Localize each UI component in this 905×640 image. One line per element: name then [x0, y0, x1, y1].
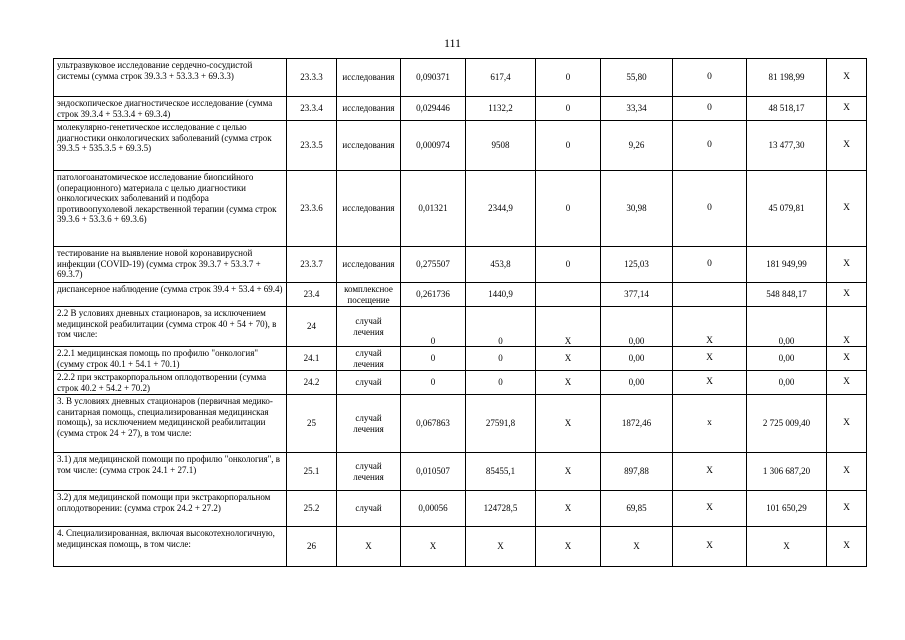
cell-total-sum: 181 949,99	[747, 247, 827, 283]
cell-row-description: ультразвуковое исследование сердечно-сосудистой системы (сумма строк 39.3.3 + 53.3.3 + 69.3.3)	[54, 59, 287, 97]
cell-col-8: 0	[673, 247, 747, 283]
cell-col-10: Х	[827, 453, 867, 491]
cell-row-code: 23.3.7	[287, 247, 337, 283]
cell-per-capita: 1872,46	[601, 395, 673, 453]
cell-cost-norm: 617,4	[466, 59, 536, 97]
cell-col-6: 0	[536, 121, 601, 171]
table-row	[54, 247, 867, 283]
table-row	[54, 347, 867, 371]
cell-col-10: Х	[827, 171, 867, 247]
cell-cost-norm: Х	[466, 527, 536, 567]
cell-total-sum: 0,00	[747, 371, 827, 395]
cell-per-capita: 0,00	[601, 371, 673, 395]
cell-col-10: Х	[827, 347, 867, 371]
cell-volume-norm: 0,029446	[401, 97, 466, 121]
cell-volume-norm: 0	[401, 307, 466, 347]
cell-row-description: диспансерное наблюдение (сумма строк 39.4 + 53.4 + 69.4)	[54, 283, 287, 307]
cell-row-code: 23.3.5	[287, 121, 337, 171]
cell-cost-norm: 124728,5	[466, 491, 536, 527]
cell-col-8: Х	[673, 371, 747, 395]
cell-per-capita: Х	[601, 527, 673, 567]
cell-col-10: Х	[827, 307, 867, 347]
cell-cost-norm: 0	[466, 347, 536, 371]
cell-per-capita: 0,00	[601, 307, 673, 347]
cell-row-description: 3. В условиях дневных стационаров (первичная медико-санитарная помощь, специализированная медицинская помощь), за исключением медицинской реабилитации (сумма строк 24 + 27), в том числе:	[54, 395, 287, 453]
cell-total-sum: 1 306 687,20	[747, 453, 827, 491]
data-table	[53, 58, 867, 567]
cell-total-sum: 0,00	[747, 347, 827, 371]
cell-col-6: 0	[536, 171, 601, 247]
cell-cost-norm: 0	[466, 371, 536, 395]
cell-cost-norm: 2344,9	[466, 171, 536, 247]
cell-col-8: 0	[673, 171, 747, 247]
cell-per-capita: 0,00	[601, 347, 673, 371]
table-row	[54, 59, 867, 97]
cell-row-code: 24.2	[287, 371, 337, 395]
cell-volume-norm: 0,261736	[401, 283, 466, 307]
cell-cost-norm: 1132,2	[466, 97, 536, 121]
cell-unit: случай лечения	[337, 395, 401, 453]
table-row	[54, 283, 867, 307]
cell-volume-norm: 0	[401, 371, 466, 395]
cell-col-6: Х	[536, 491, 601, 527]
cell-per-capita: 55,80	[601, 59, 673, 97]
cell-col-8	[673, 283, 747, 307]
cell-total-sum: 0,00	[747, 307, 827, 347]
table-row	[54, 527, 867, 567]
cell-col-8: 0	[673, 59, 747, 97]
cell-row-description: 2.2.2 при экстракорпоральном оплодотворении (сумма строк 40.2 + 54.2 + 70.2)	[54, 371, 287, 395]
cell-total-sum: 81 198,99	[747, 59, 827, 97]
cell-row-description: 3.2) для медицинской помощи при экстракорпоральном оплодотворении: (сумма строк 24.2 + 27.2)	[54, 491, 287, 527]
cell-row-description: молекулярно-генетическое исследование с целью диагностики онкологических заболеваний (сумма строк 39.3.5 + 535.3.5 + 69.3.5)	[54, 121, 287, 171]
cell-col-6: Х	[536, 453, 601, 491]
cell-col-8: Х	[673, 527, 747, 567]
cell-per-capita: 33,34	[601, 97, 673, 121]
cell-col-10: Х	[827, 97, 867, 121]
cell-cost-norm: 1440,9	[466, 283, 536, 307]
cell-cost-norm: 453,8	[466, 247, 536, 283]
cell-per-capita: 377,14	[601, 283, 673, 307]
cell-row-description: патологоанатомическое исследование биопсийного (операционного) материала с целью диагностики онкологических заболеваний и подбора противоопухолевой лекарственной терапии (сумма строк 39.3.6 + 53.3.6 + 69.3.6)	[54, 171, 287, 247]
cell-col-8: Х	[673, 491, 747, 527]
cell-row-code: 25	[287, 395, 337, 453]
cell-col-6	[536, 283, 601, 307]
cell-total-sum: 101 650,29	[747, 491, 827, 527]
cell-volume-norm: 0,067863	[401, 395, 466, 453]
table-row	[54, 97, 867, 121]
cell-row-description: тестирование на выявление новой коронавирусной инфекции (COVID-19) (сумма строк 39.3.7 + 53.3.7 + 69.3.7)	[54, 247, 287, 283]
cell-row-code: 23.3.3	[287, 59, 337, 97]
cell-total-sum: Х	[747, 527, 827, 567]
table-row	[54, 371, 867, 395]
cell-per-capita: 9,26	[601, 121, 673, 171]
table-row	[54, 307, 867, 347]
cell-cost-norm: 27591,8	[466, 395, 536, 453]
cell-total-sum: 2 725 009,40	[747, 395, 827, 453]
cell-col-6: Х	[536, 307, 601, 347]
cell-cost-norm: 0	[466, 307, 536, 347]
cell-col-10: Х	[827, 121, 867, 171]
cell-row-code: 23.4	[287, 283, 337, 307]
cell-volume-norm: 0,090371	[401, 59, 466, 97]
cell-col-6: Х	[536, 395, 601, 453]
cell-volume-norm: 0	[401, 347, 466, 371]
cell-unit: случай	[337, 491, 401, 527]
cell-unit: комплексное посещение	[337, 283, 401, 307]
cell-row-code: 23.3.4	[287, 97, 337, 121]
cell-unit: случай	[337, 371, 401, 395]
cell-total-sum: 548 848,17	[747, 283, 827, 307]
cell-row-description: 4. Специализированная, включая высокотехнологичную, медицинская помощь, в том числе:	[54, 527, 287, 567]
cell-row-code: 23.3.6	[287, 171, 337, 247]
cell-per-capita: 30,98	[601, 171, 673, 247]
cell-col-6: Х	[536, 527, 601, 567]
cell-col-8: 0	[673, 97, 747, 121]
cell-row-description: 3.1) для медицинской помощи по профилю "онкология", в том числе: (сумма строк 24.1 + 27.1)	[54, 453, 287, 491]
cell-unit: исследования	[337, 59, 401, 97]
cell-row-description: 2.2 В условиях дневных стационаров, за исключением медицинской реабилитации (сумма строк 40 + 54 + 70), в том числе:	[54, 307, 287, 347]
cell-col-6: 0	[536, 59, 601, 97]
cell-unit: исследования	[337, 171, 401, 247]
cell-row-code: 25.2	[287, 491, 337, 527]
cell-total-sum: 48 518,17	[747, 97, 827, 121]
cell-volume-norm: 0,01321	[401, 171, 466, 247]
page-number: 111	[443, 36, 462, 50]
cell-cost-norm: 9508	[466, 121, 536, 171]
table-row	[54, 121, 867, 171]
cell-col-10: Х	[827, 491, 867, 527]
cell-volume-norm: Х	[401, 527, 466, 567]
cell-per-capita: 897,88	[601, 453, 673, 491]
cell-total-sum: 13 477,30	[747, 121, 827, 171]
cell-col-8: Х	[673, 453, 747, 491]
cell-cost-norm: 85455,1	[466, 453, 536, 491]
cell-per-capita: 69,85	[601, 491, 673, 527]
cell-row-description: 2.2.1 медицинская помощь по профилю "онкология" (сумму строк 40.1 + 54.1 + 70.1)	[54, 347, 287, 371]
table-row	[54, 395, 867, 453]
cell-volume-norm: 0,000974	[401, 121, 466, 171]
cell-col-8: Х	[673, 307, 747, 347]
table-row	[54, 453, 867, 491]
cell-unit: случай лечения	[337, 347, 401, 371]
cell-unit: исследования	[337, 121, 401, 171]
cell-volume-norm: 0,00056	[401, 491, 466, 527]
cell-col-10: Х	[827, 395, 867, 453]
cell-col-6: Х	[536, 347, 601, 371]
cell-col-10: Х	[827, 59, 867, 97]
cell-col-10: Х	[827, 247, 867, 283]
cell-row-code: 24.1	[287, 347, 337, 371]
cell-row-code: 25.1	[287, 453, 337, 491]
cell-col-6: 0	[536, 247, 601, 283]
cell-col-8: х	[673, 395, 747, 453]
cell-col-10: Х	[827, 371, 867, 395]
cell-row-description: эндоскопическое диагностическое исследование (сумма строк 39.3.4 + 53.3.4 + 69.3.4)	[54, 97, 287, 121]
table-row	[54, 171, 867, 247]
cell-row-code: 26	[287, 527, 337, 567]
cell-col-10: Х	[827, 283, 867, 307]
cell-col-10: Х	[827, 527, 867, 567]
cell-col-6: Х	[536, 371, 601, 395]
cell-col-8: 0	[673, 121, 747, 171]
table-row	[54, 491, 867, 527]
cell-unit: исследования	[337, 97, 401, 121]
cell-volume-norm: 0,275507	[401, 247, 466, 283]
cell-total-sum: 45 079,81	[747, 171, 827, 247]
cell-unit: Х	[337, 527, 401, 567]
cell-per-capita: 125,03	[601, 247, 673, 283]
cell-unit: исследования	[337, 247, 401, 283]
cell-volume-norm: 0,010507	[401, 453, 466, 491]
cell-unit: случай лечения	[337, 307, 401, 347]
cell-row-code: 24	[287, 307, 337, 347]
cell-col-6: 0	[536, 97, 601, 121]
cell-col-8: Х	[673, 347, 747, 371]
cell-unit: случай лечения	[337, 453, 401, 491]
